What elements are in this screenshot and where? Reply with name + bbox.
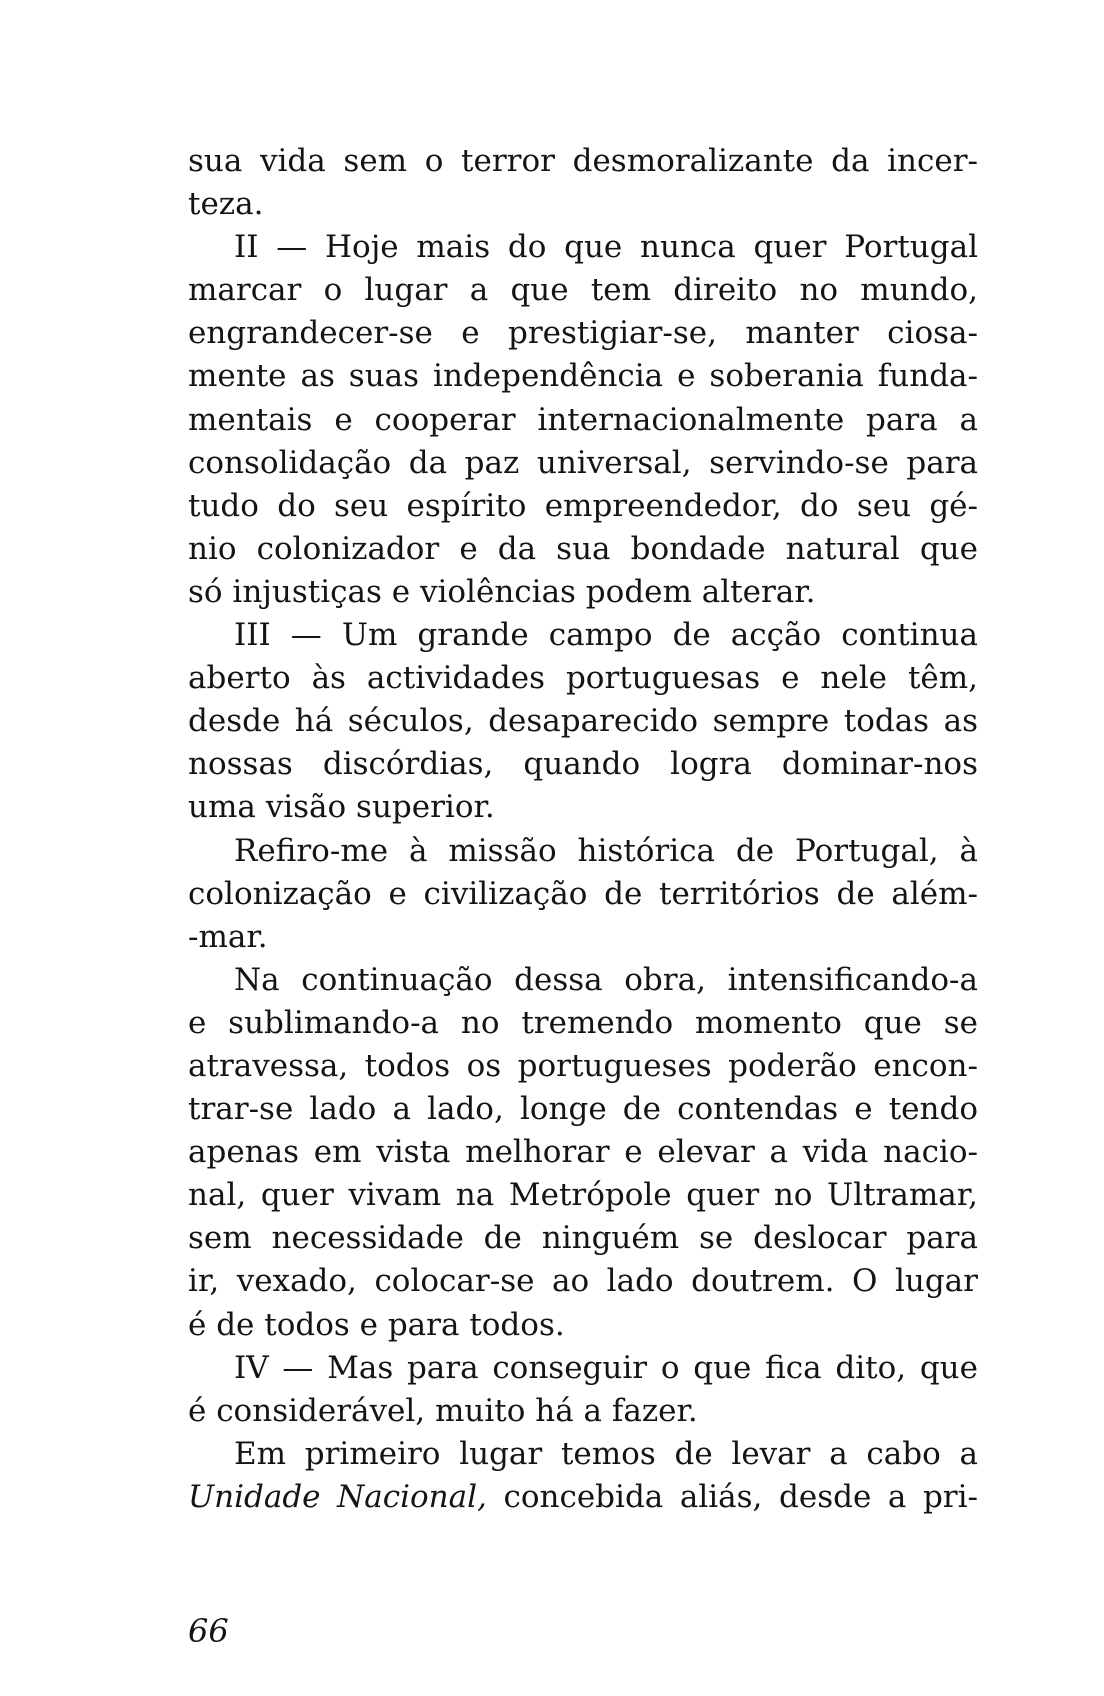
text-line: trar-se lado a lado, longe de contendas e tendo <box>188 1091 978 1128</box>
paragraph-start-line: Em primeiro lugar temos de levar a cabo a <box>234 1435 978 1472</box>
text-span: concebida aliás, desde a pri- <box>486 1478 979 1515</box>
text-line: sua vida sem o terror desmoralizante da incer- <box>188 143 978 179</box>
text-line: colonização e civilização de territórios de além- <box>188 875 978 912</box>
paragraph-start-line: III — Um grande campo de acção continua <box>234 617 978 654</box>
text-line: e sublimando-a no tremendo momento que se <box>188 1004 978 1041</box>
text-line: é de todos e para todos. <box>188 1306 565 1343</box>
text-line: desde há séculos, desaparecido sempre todas as <box>188 703 978 740</box>
text-line: engrandecer-se e prestigiar-se, manter ciosa- <box>188 315 978 352</box>
text-line: teza. <box>188 186 264 223</box>
text-line: marcar o lugar a que tem direito no mundo, <box>188 272 978 309</box>
page-body <box>188 140 978 1519</box>
text-line: sem necessidade de ninguém se deslocar para <box>188 1220 978 1257</box>
text-line: ir, vexado, colocar-se ao lado doutrem. O lugar <box>188 1263 978 1300</box>
text-line: -mar. <box>188 918 268 955</box>
text-line: apenas em vista melhorar e elevar a vida nacio- <box>188 1134 978 1171</box>
text-line: mentais e cooperar internacionalmente para a <box>188 401 978 438</box>
text-line: mente as suas independência e soberania funda- <box>188 358 978 395</box>
text-line: nal, quer vivam na Metrópole quer no Ultramar, <box>188 1177 978 1214</box>
text-line: só injustiças e violências podem alterar. <box>188 573 816 610</box>
paragraph-start-line: II — Hoje mais do que nunca quer Portugal <box>234 229 978 266</box>
emphasized-text: Unidade Nacional, <box>188 1478 487 1515</box>
text-line: atravessa, todos os portugueses poderão encon- <box>188 1047 978 1084</box>
text-line: tudo do seu espírito empreendedor, do seu gé- <box>188 487 978 524</box>
text-line: nossas discórdias, quando logra dominar-nos <box>188 746 978 783</box>
paragraph-start-line: IV — Mas para conseguir o que fica dito, que <box>234 1349 978 1386</box>
text-line: nio colonizador e da sua bondade natural que <box>188 530 978 567</box>
text-line-with-emphasis <box>188 1476 978 1519</box>
paragraph-start-line: Refiro-me à missão histórica de Portugal, à <box>234 832 978 869</box>
text-line: aberto às actividades portuguesas e nele têm, <box>188 660 978 697</box>
text-line: é considerável, muito há a fazer. <box>188 1392 698 1429</box>
text-line: consolidação da paz universal, servindo-se para <box>188 444 978 481</box>
paragraph-start-line: Na continuação dessa obra, intensificando-a <box>234 961 978 998</box>
page-number: 66 <box>188 1612 229 1650</box>
text-line: uma visão superior. <box>188 789 495 826</box>
